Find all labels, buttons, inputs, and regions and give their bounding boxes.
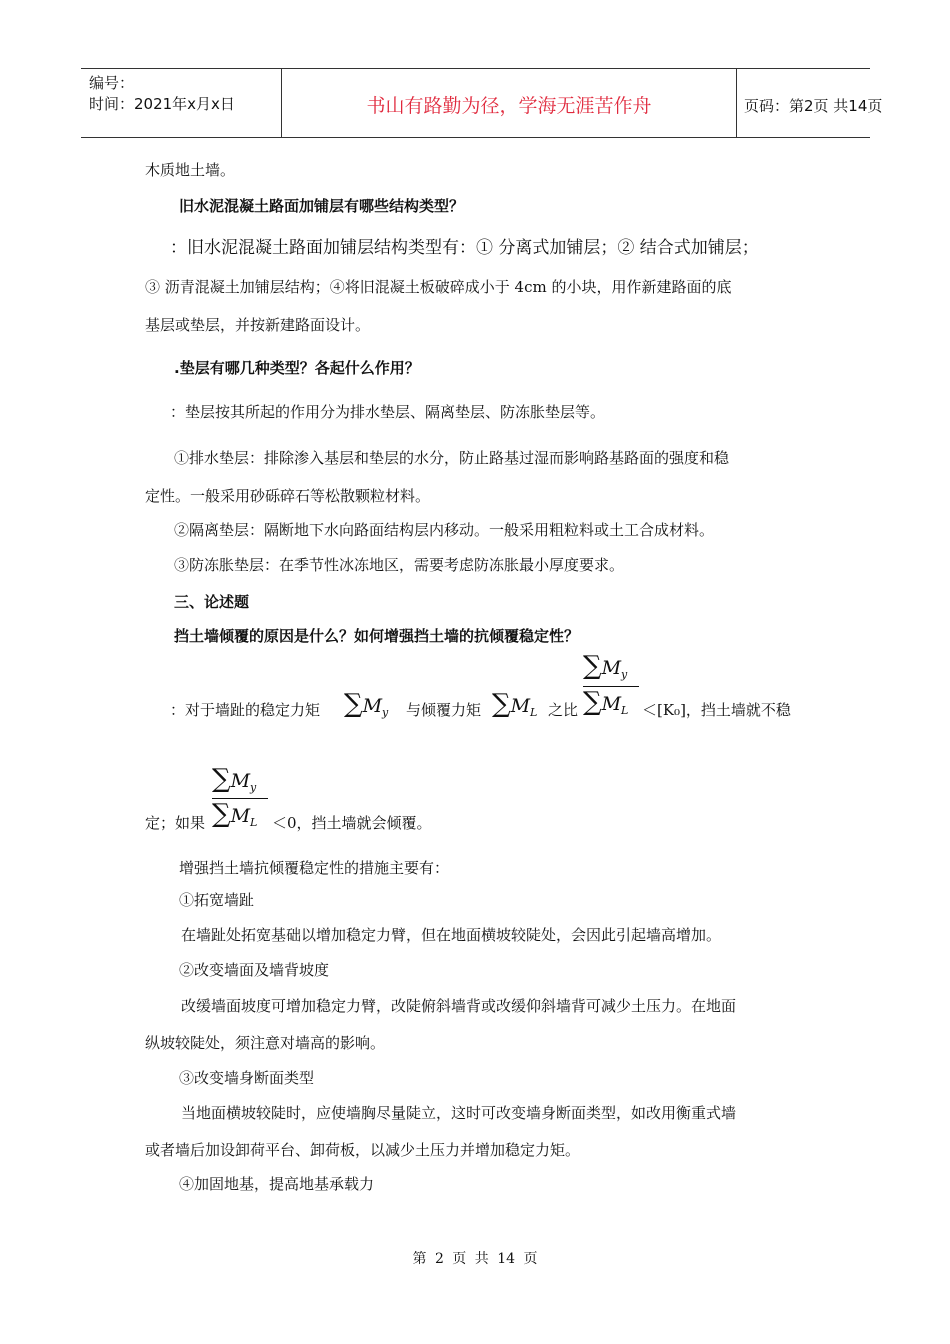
- answer-line: 定性。一般采用砂砾碎石等松散颗粒材料。: [145, 487, 431, 505]
- sum-my-expression: [344, 690, 388, 727]
- formula-text: ＜[K₀]，挡土墙就不稳: [642, 701, 791, 719]
- text-line: 或者墙后加设卸荷平台、卸荷板，以减少土压力并增加稳定力矩。: [145, 1141, 581, 1159]
- section-heading: 三、论述题: [174, 593, 250, 611]
- formula-text: ：对于墙趾的稳定力矩: [170, 701, 321, 719]
- sigma-symbol: ∑: [492, 689, 511, 719]
- text-line: 木质地土墙。: [145, 161, 236, 179]
- fraction-numerator: [212, 765, 256, 802]
- text-line: 增强挡土墙抗倾覆稳定性的措施主要有：: [179, 859, 450, 877]
- text-line: 纵坡较陡处，须注意对墙高的影响。: [145, 1034, 386, 1052]
- answer-line: ：垫层按其所起的作用分为排水垫层、隔离垫层、防冻胀垫层等。: [170, 403, 606, 421]
- text-line: 改缓墙面坡度可增加稳定力臂，改陡俯斜墙背或改缓仰斜墙背可减少土压力。在地面: [181, 997, 737, 1015]
- subscript-l: L: [621, 704, 629, 717]
- page-header: [81, 68, 883, 138]
- question-heading: 旧水泥混凝土路面加铺层有哪些结构类型？: [179, 197, 465, 215]
- subscript-l: L: [250, 816, 258, 829]
- moment-symbol: M: [510, 695, 531, 717]
- moment-symbol: M: [230, 805, 251, 827]
- answer-line: ①排水垫层：排除渗入基层和垫层的水分，防止路基过湿而影响路基路面的强度和稳: [174, 449, 730, 467]
- fraction-numerator: [583, 652, 627, 689]
- motto: 书山有路勤为径，学海无涯苦作舟: [366, 95, 652, 117]
- subscript-l: L: [530, 706, 538, 719]
- answer-line: ③防冻胀垫层：在季节性冰冻地区，需要考虑防冻胀最小厚度要求。: [174, 556, 625, 574]
- subscript-y: y: [382, 706, 389, 719]
- sigma-symbol: ∑: [212, 799, 231, 829]
- question-heading: .垫层有哪几种类型？各起什么作用？: [174, 359, 420, 377]
- formula-text: 与倾覆力矩: [406, 701, 482, 719]
- list-item: ④加固地基，提高地基承载力: [179, 1175, 375, 1193]
- sigma-symbol: ∑: [344, 689, 363, 719]
- page-footer: 第 2 页 共 14 页: [412, 1251, 538, 1267]
- answer-line: ③ 沥青混凝土加铺层结构；④将旧混凝土板破碎成小于 4cm 的小块，用作新建路面的底: [145, 278, 732, 296]
- sum-ml-expression: [492, 690, 537, 727]
- list-item: ①拓宽墙趾: [179, 891, 255, 909]
- formula-text: ＜0，挡土墙就会倾覆。: [272, 814, 432, 832]
- document-date: 时间：2021年x月x日: [89, 95, 235, 113]
- sigma-symbol: ∑: [583, 687, 602, 717]
- header-motto-cell: [281, 69, 737, 137]
- page-indicator: 页码：第2页 共14页: [744, 97, 883, 115]
- answer-line: ②隔离垫层：隔断地下水向路面结构层内移动。一般采用粗粒料或土工合成材料。: [174, 521, 715, 539]
- moment-symbol: M: [362, 695, 383, 717]
- answer-line: 基层或垫层，并按新建路面设计。: [145, 316, 371, 334]
- subscript-y: y: [621, 668, 628, 681]
- moment-symbol: M: [601, 693, 622, 715]
- moment-symbol: M: [601, 657, 622, 679]
- sigma-symbol: ∑: [212, 764, 231, 794]
- list-item: ③改变墙身断面类型: [179, 1069, 315, 1087]
- fraction-denominator: [212, 800, 257, 837]
- text-line: 在墙趾处拓宽基础以增加稳定力臂，但在地面横坡较陡处，会因此引起墙高增加。: [181, 926, 722, 944]
- document-code: 编号：: [89, 74, 135, 92]
- answer-line: ：旧水泥混凝土路面加铺层结构类型有：① 分离式加铺层；② 结合式加铺层；: [170, 238, 759, 258]
- subscript-y: y: [250, 781, 257, 794]
- header-right-cell: [736, 69, 883, 137]
- question-heading: 挡土墙倾覆的原因是什么？如何增强挡土墙的抗倾覆稳定性？: [174, 627, 580, 645]
- list-item: ②改变墙面及墙背坡度: [179, 961, 330, 979]
- sigma-symbol: ∑: [583, 651, 602, 681]
- formula-text: 之比: [548, 701, 579, 719]
- moment-symbol: M: [230, 770, 251, 792]
- fraction-denominator: [583, 688, 628, 725]
- text-line: 当地面横坡较陡时，应使墙胸尽量陡立，这时可改变墙身断面类型，如改用衡重式墙: [181, 1104, 737, 1122]
- header-left-cell: [81, 69, 281, 137]
- formula-text: 定；如果: [145, 814, 206, 832]
